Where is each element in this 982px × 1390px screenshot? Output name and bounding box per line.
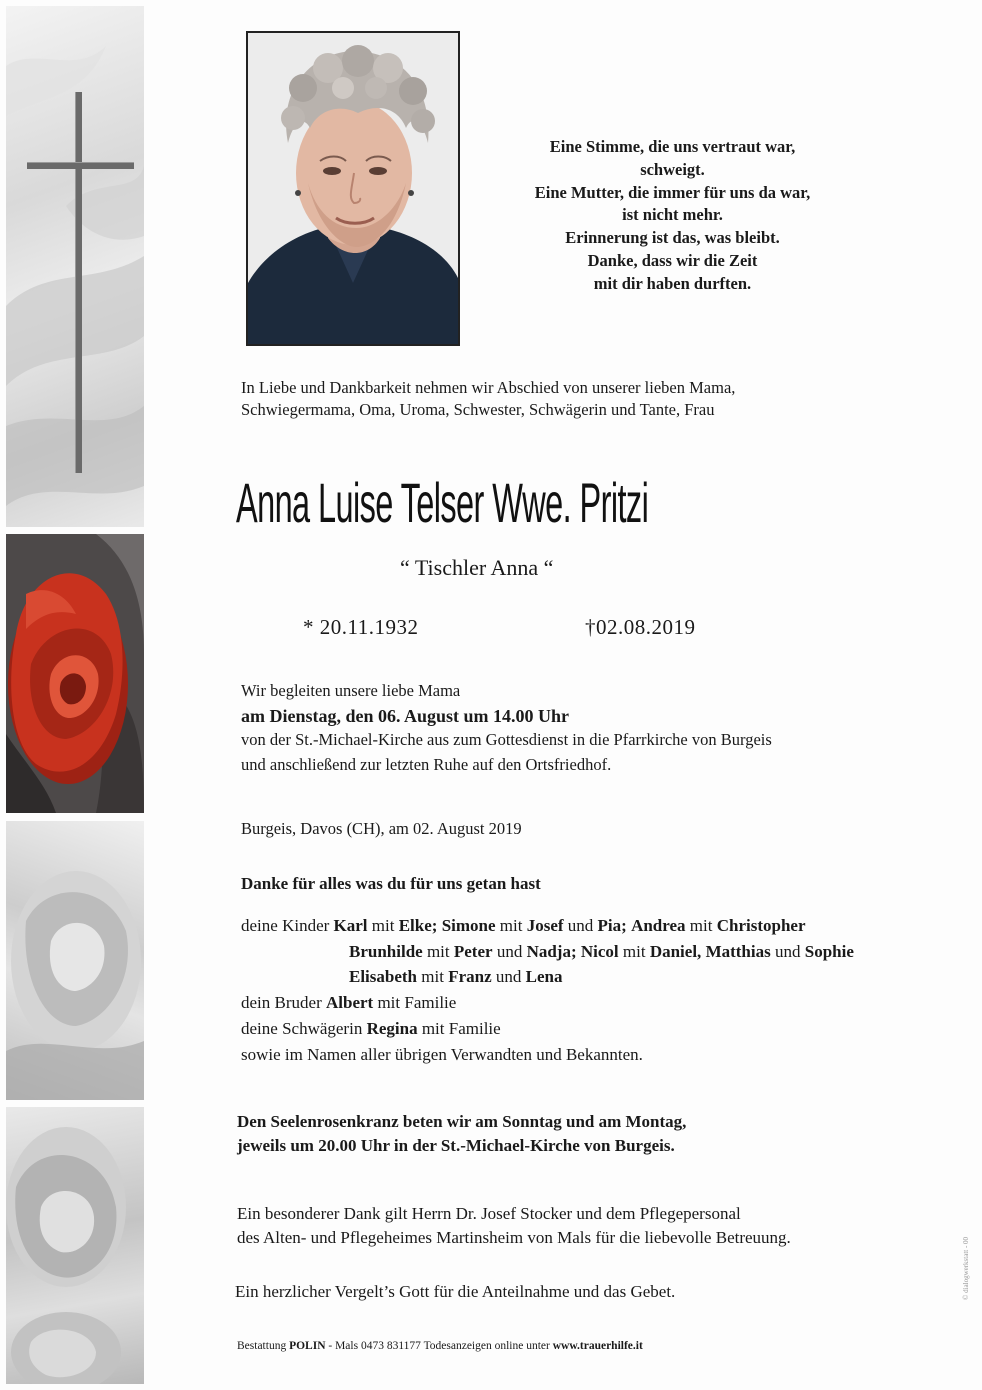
relative-name: Sophie: [804, 941, 854, 961]
relatives-list: [241, 913, 854, 1067]
footer-middle: - Mals 0473 831177 Todesanzeigen online unter: [325, 1340, 553, 1352]
kids-prefix: deine Kinder: [241, 916, 330, 935]
kids-names-row: [334, 916, 806, 935]
relative-name: Pia;: [597, 916, 627, 935]
special-thanks: [237, 1202, 791, 1249]
rose-petals-gray-icon: [6, 821, 144, 1100]
relative-name: Daniel,: [649, 941, 702, 961]
intro-line: Schwiegermama, Oma, Uroma, Schwester, Schwägerin und Tante, Frau: [241, 400, 715, 419]
decorative-rose-strip-middle: [6, 821, 144, 1100]
kids-names-row: [241, 939, 854, 965]
sil-prefix: deine Schwägerin: [241, 1018, 363, 1038]
poem-line: Eine Mutter, die immer für uns da war,: [534, 182, 811, 202]
kids-names-row: [241, 964, 854, 990]
relative-connector: mit: [367, 916, 399, 935]
decorative-rose-strip-bottom: [6, 1107, 144, 1384]
portrait-photo: [246, 31, 460, 346]
relative-connector: mit: [417, 967, 449, 987]
vergelts-gott-line: Ein herzlicher Vergelt’s Gott für die Anteilnahme und das Gebet.: [235, 1282, 676, 1301]
cross-icon-vertical: [75, 92, 82, 473]
relative-connector: mit: [495, 916, 527, 935]
birth-star-icon: *: [303, 615, 314, 639]
relatives-row-1: [241, 913, 854, 939]
relative-connector: mit: [422, 941, 454, 961]
relative-connector: und: [491, 967, 526, 987]
rosary-line: jeweils um 20.00 Uhr in der St.-Michael-Kirche von Burgeis.: [237, 1136, 675, 1155]
relative-name: Elisabeth: [349, 967, 418, 987]
brother-line: [241, 990, 854, 1016]
deceased-name: Anna Luise Telser Wwe. Pritzi: [236, 471, 649, 534]
cross-icon-horizontal: [27, 162, 134, 169]
relative-connector: und: [563, 916, 598, 935]
relative-name: Peter: [453, 941, 493, 961]
funeral-home-name: POLIN: [289, 1340, 326, 1352]
place-date: Burgeis, Davos (CH), am 02. August 2019: [241, 819, 522, 838]
woman-portrait-icon: [248, 33, 458, 344]
poem-line: Erinnerung ist das, was bleibt.: [565, 228, 780, 248]
relative-name: Nadja;: [526, 941, 577, 961]
funeral-line: von der St.-Michael-Kirche aus zum Gottesdienst in die Pfarrkirche von Burgeis: [241, 730, 772, 749]
poem-line: Eine Stimme, die uns vertraut war,: [549, 137, 796, 156]
relative-name: Christopher: [716, 916, 806, 935]
relative-name: Matthias: [705, 941, 771, 961]
birth-date-value: 20.11.1932: [319, 615, 419, 639]
copyright-note: © dialogwerkstatt - 00: [962, 1236, 970, 1300]
rosary-info: [237, 1110, 686, 1158]
brother-name: Albert: [325, 993, 374, 1013]
death-cross-icon: †: [585, 615, 596, 639]
sil-name: Regina: [366, 1018, 418, 1038]
funeral-date-time: am Dienstag, den 06. August um 14.00 Uhr: [241, 705, 570, 726]
brother-suffix: mit Familie: [377, 993, 457, 1013]
funeral-home-footer: [237, 1340, 643, 1352]
relative-connector: und: [492, 941, 527, 961]
relative-name: Lena: [525, 967, 563, 987]
poem-line: mit dir haben durften.: [593, 273, 752, 293]
deceased-nickname: “ Tischler Anna “: [400, 555, 554, 580]
thanks-heading: Danke für alles was du für uns getan hast: [241, 874, 541, 893]
farewell-intro: [241, 377, 735, 421]
footer-prefix: Bestattung: [237, 1340, 287, 1352]
relative-name: Simone: [441, 916, 496, 935]
poem-line: ist nicht mehr.: [622, 205, 723, 225]
decorative-rose-strip-top: [6, 6, 144, 527]
relative-name: Karl: [333, 916, 368, 935]
others-line: sowie im Namen aller übrigen Verwandten und Bekannten.: [241, 1044, 643, 1064]
birth-date: [303, 615, 418, 640]
decorative-red-rose: [6, 534, 144, 813]
funeral-info: [241, 679, 772, 777]
death-date: [585, 615, 696, 640]
relative-connector: mit: [618, 941, 650, 961]
funeral-line: und anschließend zur letzten Ruhe auf den Ortsfriedhof.: [241, 754, 612, 774]
relative-name: Franz: [448, 967, 492, 987]
relative-connector: mit: [685, 916, 717, 935]
rose-petals-gray-icon: [6, 1107, 144, 1384]
poem-line: schweigt.: [640, 159, 705, 179]
poem-line: Danke, dass wir die Zeit: [587, 250, 758, 270]
thanks-line: des Alten- und Pflegeheimes Martinsheim von Mals für die liebevolle Betreuung.: [237, 1227, 791, 1247]
relative-name: Brunhilde: [349, 941, 423, 961]
red-rose-icon: [6, 534, 144, 813]
footer-url-link[interactable]: www.trauerhilfe.it: [552, 1340, 643, 1352]
poem: [500, 136, 845, 296]
relative-name: Andrea: [631, 916, 686, 935]
thanks-line: Ein besonderer Dank gilt Herrn Dr. Josef Stocker und dem Pflegepersonal: [237, 1204, 741, 1223]
death-date-value: 02.08.2019: [596, 615, 696, 639]
relative-name: Nicol: [580, 941, 619, 961]
relative-name: Elke;: [398, 916, 438, 935]
brother-prefix: dein Bruder: [241, 993, 322, 1013]
funeral-line: Wir begleiten unsere liebe Mama: [241, 681, 461, 700]
relative-connector: und: [770, 941, 805, 961]
sil-suffix: mit Familie: [421, 1018, 501, 1038]
rosary-line: Den Seelenrosenkranz beten wir am Sonntag und am Montag,: [237, 1112, 687, 1131]
intro-line: In Liebe und Dankbarkeit nehmen wir Abschied von unserer lieben Mama,: [241, 378, 736, 397]
sister-in-law-line: [241, 1016, 854, 1042]
relative-name: Josef: [526, 916, 564, 935]
